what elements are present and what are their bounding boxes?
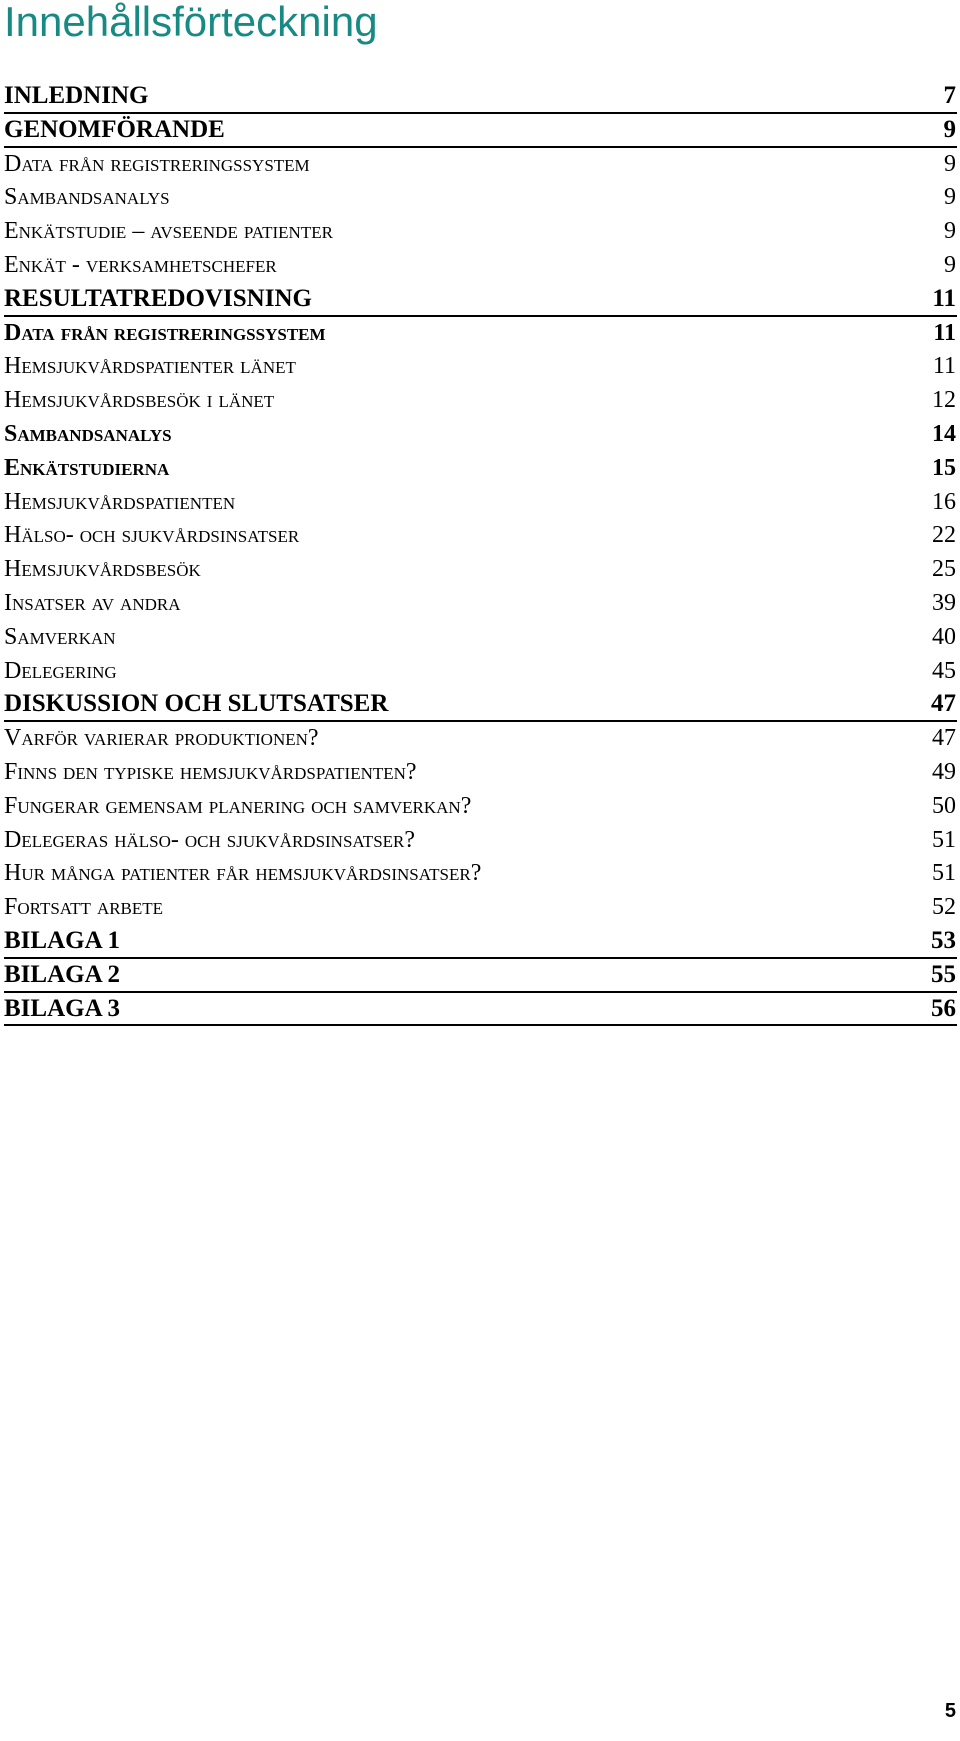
toc-entry[interactable] <box>4 621 957 655</box>
toc-entry-label: Sambandsanalys <box>4 184 170 211</box>
toc-list <box>4 80 957 1026</box>
toc-entry-page: 9 <box>943 115 956 143</box>
toc-entry[interactable] <box>4 148 957 182</box>
toc-entry-label: Hur många patienter får hemsjukvårdsinsatser? <box>4 860 482 887</box>
toc-entry-label: Samverkan <box>4 623 116 650</box>
toc-entry-label: Varför varierar produktionen? <box>4 725 319 752</box>
toc-entry-page: 45 <box>932 657 956 684</box>
toc-entry-label: BILAGA 1 <box>4 926 121 954</box>
toc-entry-page: 55 <box>931 960 956 988</box>
toc-entry-page: 9 <box>944 150 956 177</box>
toc-entry-page: 49 <box>932 758 956 785</box>
toc-entry-label: INLEDNING <box>4 82 149 109</box>
toc-entry[interactable] <box>4 790 957 824</box>
toc-entry[interactable] <box>4 384 957 418</box>
toc-entry[interactable] <box>4 756 957 790</box>
toc-entry[interactable] <box>4 486 957 520</box>
toc-entry[interactable] <box>4 688 957 722</box>
toc-entry-label: Hemsjukvårdspatienter länet <box>4 353 296 380</box>
toc-entry[interactable] <box>4 283 957 317</box>
toc-entry[interactable] <box>4 249 957 283</box>
toc-entry-label: DISKUSSION OCH SLUTSATSER <box>4 690 389 718</box>
toc-entry-page: 51 <box>932 826 956 853</box>
toc-entry-label: Enkät - verksamhetschefer <box>4 251 277 278</box>
toc-entry[interactable] <box>4 418 957 452</box>
toc-entry[interactable] <box>4 722 957 756</box>
toc-entry[interactable] <box>4 993 957 1027</box>
toc-entry[interactable] <box>4 824 957 858</box>
toc-entry-label: Insatser av andra <box>4 589 181 616</box>
toc-entry-page: 11 <box>933 319 956 346</box>
toc-entry[interactable] <box>4 655 957 689</box>
toc-entry-label: Hälso- och sjukvårdsinsatser <box>4 522 300 549</box>
toc-entry[interactable] <box>4 317 957 351</box>
toc-entry[interactable] <box>4 553 957 587</box>
toc-entry-label: Data från registreringssystem <box>4 150 310 177</box>
toc-entry-label: BILAGA 3 <box>4 994 121 1022</box>
toc-entry-label: Delegeras hälso- och sjukvårdsinsatser? <box>4 826 416 853</box>
toc-entry-page: 15 <box>932 454 956 481</box>
toc-entry-page: 9 <box>944 251 956 278</box>
toc-entry-label: Sambandsanalys <box>4 420 172 447</box>
toc-entry-label: Hemsjukvårdsbesök <box>4 556 201 583</box>
toc-entry-page: 22 <box>932 522 956 549</box>
toc-entry-label: RESULTATREDOVISNING <box>4 284 312 312</box>
toc-entry-label: Hemsjukvårdsbesök i länet <box>4 387 275 414</box>
toc-entry-page: 53 <box>931 926 956 954</box>
toc-entry[interactable] <box>4 587 957 621</box>
toc-entry-page: 12 <box>932 387 956 414</box>
toc-entry-label: Data från registreringssystem <box>4 319 326 346</box>
toc-entry-page: 51 <box>932 860 956 887</box>
toc-entry[interactable] <box>4 114 957 148</box>
toc-entry-label: Enkätstudierna <box>4 454 170 481</box>
toc-entry[interactable] <box>4 350 957 384</box>
toc-entry[interactable] <box>4 215 957 249</box>
toc-entry[interactable] <box>4 452 957 486</box>
toc-entry-page: 25 <box>932 556 956 583</box>
toc-entry-label: BILAGA 2 <box>4 960 121 988</box>
toc-entry-page: 50 <box>932 792 956 819</box>
toc-entry-label: Enkätstudie – avseende patienter <box>4 218 333 245</box>
toc-entry-page: 7 <box>943 82 956 109</box>
toc-entry-page: 14 <box>932 420 956 447</box>
toc-entry-label: Finns den typiske hemsjukvårdspatienten? <box>4 758 417 785</box>
toc-entry[interactable] <box>4 80 957 114</box>
toc-entry-page: 9 <box>944 184 956 211</box>
toc-entry-page: 9 <box>944 218 956 245</box>
toc-entry-page: 56 <box>931 994 956 1022</box>
toc-entry-label: Delegering <box>4 657 117 684</box>
toc-title: Innehållsförteckning <box>4 0 378 45</box>
toc-entry[interactable] <box>4 519 957 553</box>
toc-entry-page: 16 <box>932 488 956 515</box>
toc-entry-page: 40 <box>932 623 956 650</box>
toc-entry-label: GENOMFÖRANDE <box>4 115 225 143</box>
toc-entry[interactable] <box>4 891 957 925</box>
toc-entry-page: 47 <box>932 725 956 752</box>
toc-entry[interactable] <box>4 925 957 959</box>
toc-entry-page: 39 <box>932 589 956 616</box>
toc-entry-label: Fortsatt arbete <box>4 894 164 921</box>
page-number: 5 <box>944 1700 956 1722</box>
toc-entry-page: 11 <box>932 353 956 380</box>
toc-entry[interactable] <box>4 181 957 215</box>
toc-entry-page: 47 <box>931 690 956 718</box>
toc-entry-label: Fungerar gemensam planering och samverkan? <box>4 792 472 819</box>
toc-entry-page: 11 <box>932 284 956 312</box>
toc-entry-label: Hemsjukvårdspatienten <box>4 488 236 515</box>
toc-entry[interactable] <box>4 857 957 891</box>
toc-entry[interactable] <box>4 959 957 993</box>
toc-entry-page: 52 <box>932 894 956 921</box>
